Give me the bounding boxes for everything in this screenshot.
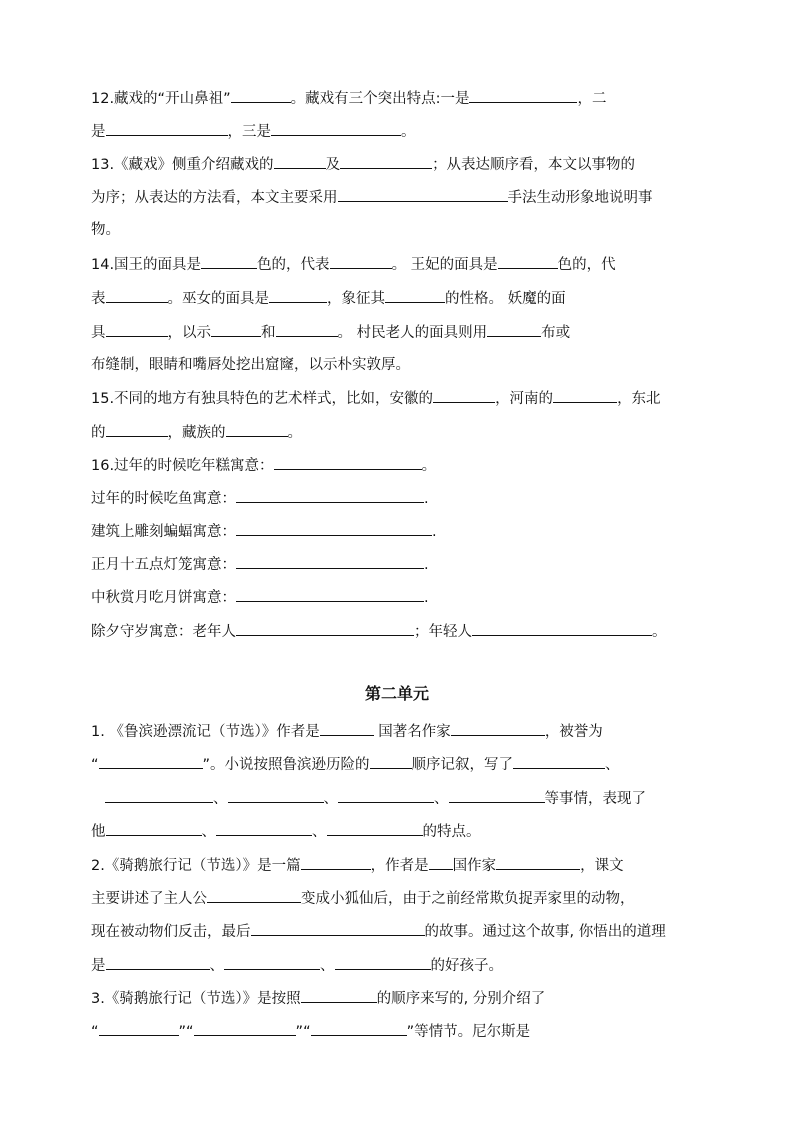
u1-text: “ [91,757,99,773]
u1-text: 、 [605,757,620,773]
u3-text: 3.《骑鹅旅行记（节选）》是按照 [91,991,301,1007]
answer-blank[interactable] [201,254,257,269]
answer-blank[interactable] [451,721,545,736]
u3-line-2 [91,1021,530,1042]
q14-text: 的性格。 妖魔的面 [445,291,566,307]
u2-line-4 [91,955,503,976]
answer-blank[interactable] [106,288,168,303]
q14-text: 。巫女的面具是 [167,291,269,307]
answer-blank[interactable] [99,754,203,769]
u1-text: 、 [312,824,327,840]
answer-blank[interactable] [429,855,453,870]
u3-text: ” [295,1024,304,1040]
q12-line-1 [91,88,606,109]
u1-text: 等事情，表现了 [544,791,646,807]
answer-blank[interactable] [231,88,291,103]
u2-text: 是 [91,958,106,974]
q13-text: 13.《藏戏》侧重介绍藏戏的 [91,157,274,173]
answer-blank[interactable] [553,388,617,403]
answer-blank[interactable] [433,388,495,403]
u3-text: “ [186,1024,194,1040]
answer-blank[interactable] [106,955,210,970]
q16-line-3 [91,521,437,542]
q12-text: 是 [91,124,106,140]
q16-text: . [424,590,429,606]
q15-line-2 [91,422,302,443]
answer-blank[interactable] [236,587,424,602]
q16-line-4 [91,554,429,575]
q16-text: 。 [421,458,437,474]
q15-text: ，藏族的 [167,425,226,441]
answer-blank[interactable] [106,121,228,136]
u2-text: ，作者是 [370,858,429,874]
u1-text: ，被誉为 [544,724,603,740]
q13-text: 手法生动形象地说明事 [507,190,653,206]
answer-blank[interactable] [226,422,288,437]
u1-text: 1. 《鲁滨逊漂流记（节选）》作者是 [91,724,320,740]
q14-text: ，象征其 [327,291,385,307]
answer-blank[interactable] [228,788,324,803]
answer-blank[interactable] [496,855,580,870]
u1-text: ”。小说按照鲁滨逊历险的 [202,757,370,773]
answer-blank[interactable] [513,754,605,769]
answer-blank[interactable] [311,1021,407,1036]
u1-text: 、 [434,791,449,807]
u2-text: 现在被动物们反击，最后 [91,924,251,940]
answer-blank[interactable] [320,721,374,736]
answer-blank[interactable] [99,1021,179,1036]
q16-line-5 [91,587,429,608]
q14-text: 14.国王的面具是 [91,257,202,273]
q13-text: 及 [325,157,341,173]
q16-text: ；年轻人 [414,624,472,640]
u1-line-4 [91,821,481,842]
q12-text: ，二 [577,91,607,107]
q14-text: 色的，代 [557,257,616,273]
q14-text: ，以示 [167,325,211,341]
u2-line-2 [91,888,635,909]
answer-blank[interactable] [106,322,168,337]
u3-text: “ [303,1024,311,1040]
answer-blank[interactable] [236,488,424,503]
answer-blank[interactable] [106,422,168,437]
u2-line-1 [91,855,624,876]
q14-text: 具 [91,325,106,341]
q14-line-3 [91,322,570,343]
q16-line-1 [91,455,436,476]
q12-text: 12.藏戏的“开山鼻祖” [91,91,231,107]
q16-text: 。 [652,624,667,640]
q13-text: 为序；从表达的方法看，本文主要采用 [91,190,338,206]
answer-blank[interactable] [274,154,326,169]
answer-blank[interactable] [301,855,371,870]
q14-text: 布或 [541,325,571,341]
answer-blank[interactable] [236,554,424,569]
u3-text: 的顺序来写的, 分别介绍了 [376,991,546,1007]
q15-text: ，东北 [617,391,661,407]
q14-text: 。 王妃的面具是 [391,257,498,273]
u1-line-2 [91,754,620,775]
q14-text: 和 [261,325,276,341]
u1-text: 、 [323,791,338,807]
q15-text: 的 [91,425,106,441]
answer-blank[interactable] [236,621,414,636]
u2-text: 、 [320,958,335,974]
q14-line-4 [91,355,410,375]
q13-text: 物。 [91,222,120,238]
u1-text: 顺序记叙，写了 [411,757,514,773]
q14-line-2 [91,288,566,309]
q12-text: 。 [401,124,416,140]
answer-blank[interactable] [469,88,577,103]
q16-line-6 [91,621,667,642]
q16-text: . [424,491,429,507]
u2-text: ，课文 [580,858,624,874]
u1-text: 的特点。 [422,824,481,840]
answer-blank[interactable] [194,1021,296,1036]
u2-line-3 [91,921,666,942]
q16-text: 16.过年的时候吃年糕寓意： [91,458,274,474]
answer-blank[interactable] [207,888,301,903]
answer-blank[interactable] [327,821,423,836]
u2-text: 主要讲述了主人公 [91,891,207,907]
answer-blank[interactable] [276,322,338,337]
unit-heading: 第二单元 [364,684,429,703]
q12-line-2 [91,121,416,142]
u3-line-1 [91,988,545,1009]
u1-text: 、 [213,791,228,807]
u2-text: 变成小狐仙后，由于之前经常欺负捉弄家里的动物， [301,891,635,907]
answer-blank[interactable] [105,788,213,803]
u3-text: “ [91,1024,99,1040]
q14-text: 布缝制，眼睛和嘴唇处挖出窟窿，以示朴实敦厚。 [91,357,410,373]
answer-blank[interactable] [271,121,401,136]
u1-line-1 [91,721,603,742]
answer-blank[interactable] [340,154,432,169]
q15-text: 。 [287,425,302,441]
q14-text: 表 [91,291,106,307]
answer-blank[interactable] [211,322,261,337]
answer-blank[interactable] [449,788,545,803]
answer-blank[interactable] [338,187,508,202]
answer-blank[interactable] [269,288,327,303]
u2-text: 国作家 [452,858,497,874]
q12-text: 。藏戏有三个突出特点:一是 [290,91,470,107]
u1-text: 他 [91,824,106,840]
answer-blank[interactable] [274,455,422,470]
q16-text: 建筑上雕刻蝙蝠寓意： [91,524,236,540]
u2-text: 、 [209,958,224,974]
answer-blank[interactable] [301,988,377,1003]
answer-blank[interactable] [106,821,202,836]
q15-line-1 [91,388,661,409]
q14-text: 色的，代表 [257,257,330,273]
u2-text: 的故事。通过这个故事, 你悟出的道理 [424,924,666,940]
answer-blank[interactable] [498,254,558,269]
q16-text: . [432,524,437,540]
u1-text: 国著名作家 [373,724,451,740]
q14-text: 。 村民老人的面具则用 [337,325,488,341]
q15-text: 15.不同的地方有独具特色的艺术样式，比如，安徽的 [91,391,434,407]
q15-text: ，河南的 [495,391,554,407]
q13-line-1 [91,154,635,175]
answer-blank[interactable] [224,955,320,970]
q16-text: 正月十五点灯笼寓意： [91,557,236,573]
u1-text: 、 [201,824,216,840]
u1-line-3 [105,788,646,809]
q16-text: . [424,557,429,573]
answer-blank[interactable] [335,955,431,970]
answer-blank[interactable] [385,288,445,303]
q16-text: 中秋赏月吃月饼寓意： [91,590,236,606]
answer-blank[interactable] [251,921,425,936]
q16-line-2 [91,488,429,509]
u3-text: ” [178,1024,187,1040]
answer-blank[interactable] [338,788,434,803]
u3-text: ”等情节。尼尔斯是 [406,1024,531,1040]
answer-blank[interactable] [472,621,652,636]
u2-text: 2.《骑鹅旅行记（节选）》是一篇 [91,858,301,874]
q13-line-3 [91,220,120,240]
answer-blank[interactable] [216,821,312,836]
q12-text: ，三是 [227,124,271,140]
answer-blank[interactable] [330,254,392,269]
q16-text: 过年的时候吃鱼寓意： [91,491,236,507]
answer-blank[interactable] [487,322,541,337]
answer-blank[interactable] [236,521,432,536]
q16-text: 除夕守岁寓意：老年人 [91,624,236,640]
u2-text: 的好孩子。 [430,958,503,974]
q13-text: ；从表达顺序看，本文以事物的 [432,157,636,173]
q14-line-1 [91,254,616,275]
q13-line-2 [91,187,653,208]
answer-blank[interactable] [370,754,412,769]
